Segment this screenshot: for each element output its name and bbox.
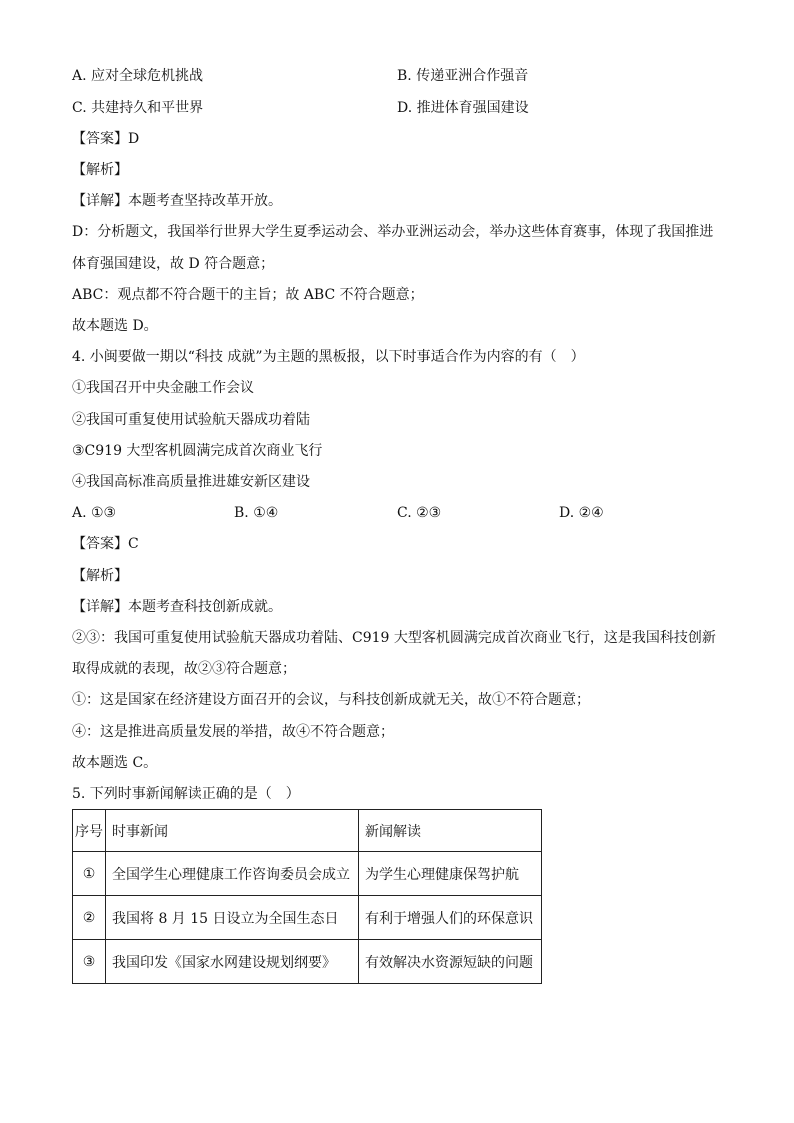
q3-option-c: C. 共建持久和平世界: [72, 100, 204, 116]
table-cell: 有利于增强人们的环保意识: [359, 896, 542, 940]
q3-detail: 【详解】本题考查坚持改革开放。: [72, 193, 282, 209]
q4-explanation-23-line1: ②③：我国可重复使用试验航天器成功着陆、C919 大型客机圆满完成首次商业飞行，这是我国科技创新: [72, 630, 716, 646]
q3-option-b: B. 传递亚洲合作强音: [397, 68, 529, 84]
table-cell: 全国学生心理健康工作咨询委员会成立: [106, 852, 359, 896]
q3-analysis-label: 【解析】: [72, 162, 128, 178]
q5-stem: 5. 下列时事新闻解读正确的是（ ）: [72, 786, 300, 802]
q4-option-a: A. ①③: [72, 505, 117, 521]
q3-option-a: A. 应对全球危机挑战: [72, 68, 204, 84]
q4-item-3: ③C919 大型客机圆满完成首次商业飞行: [72, 443, 323, 459]
q3-explanation-d-line2: 体育强国建设，故 D 符合题意；: [72, 256, 275, 272]
q4-detail: 【详解】本题考查科技创新成就。: [72, 599, 282, 615]
table-row: [73, 896, 542, 940]
q4-stem: 4. 小闽要做一期以“科技 成就”为主题的黑板报，以下时事适合作为内容的有（ ）: [72, 349, 585, 365]
q3-option-d: D. 推进体育强国建设: [397, 100, 529, 116]
q4-option-b: B. ①④: [234, 505, 279, 521]
q4-conclusion: 故本题选 C。: [72, 755, 158, 771]
table-row: [73, 940, 542, 984]
q4-option-c: C. ②③: [397, 505, 442, 521]
q3-conclusion: 故本题选 D。: [72, 318, 158, 334]
table-cell: 有效解决水资源短缺的问题: [359, 940, 542, 984]
table-cell: 我国印发《国家水网建设规划纲要》: [106, 940, 359, 984]
q3-answer: 【答案】D: [72, 131, 140, 147]
q4-explanation-1: ①：这是国家在经济建设方面召开的会议，与科技创新成就无关，故①不符合题意；: [72, 692, 590, 708]
q3-explanation-abc: ABC：观点都不符合题干的主旨；故 ABC 不符合题意；: [72, 287, 424, 303]
table-cell: ③: [73, 940, 106, 984]
q4-option-d: D. ②④: [559, 505, 604, 521]
table-cell: 为学生心理健康保驾护航: [359, 852, 542, 896]
q4-analysis-label: 【解析】: [72, 568, 128, 584]
table-header-cell: 时事新闻: [106, 810, 359, 852]
table-header-row: [73, 810, 542, 852]
q3-explanation-d-line1: D：分析题文，我国举行世界大学生夏季运动会、举办亚洲运动会，举办这些体育赛事，体现了我国推进: [72, 224, 714, 240]
table-cell: ①: [73, 852, 106, 896]
news-table: [72, 809, 542, 984]
table-row: [73, 852, 542, 896]
q4-answer: 【答案】C: [72, 536, 139, 552]
q4-item-2: ②我国可重复使用试验航天器成功着陆: [72, 412, 310, 428]
table-header-cell: 新闻解读: [359, 810, 542, 852]
q4-item-4: ④我国高标准高质量推进雄安新区建设: [72, 474, 310, 490]
table-cell: 我国将 8 月 15 日设立为全国生态日: [106, 896, 359, 940]
q4-explanation-23-line2: 取得成就的表现，故②③符合题意；: [72, 661, 296, 677]
q4-item-1: ①我国召开中央金融工作会议: [72, 380, 254, 396]
table-cell: ②: [73, 896, 106, 940]
q4-explanation-4: ④：这是推进高质量发展的举措，故④不符合题意；: [72, 724, 394, 740]
table-header-cell: 序号: [73, 810, 106, 852]
